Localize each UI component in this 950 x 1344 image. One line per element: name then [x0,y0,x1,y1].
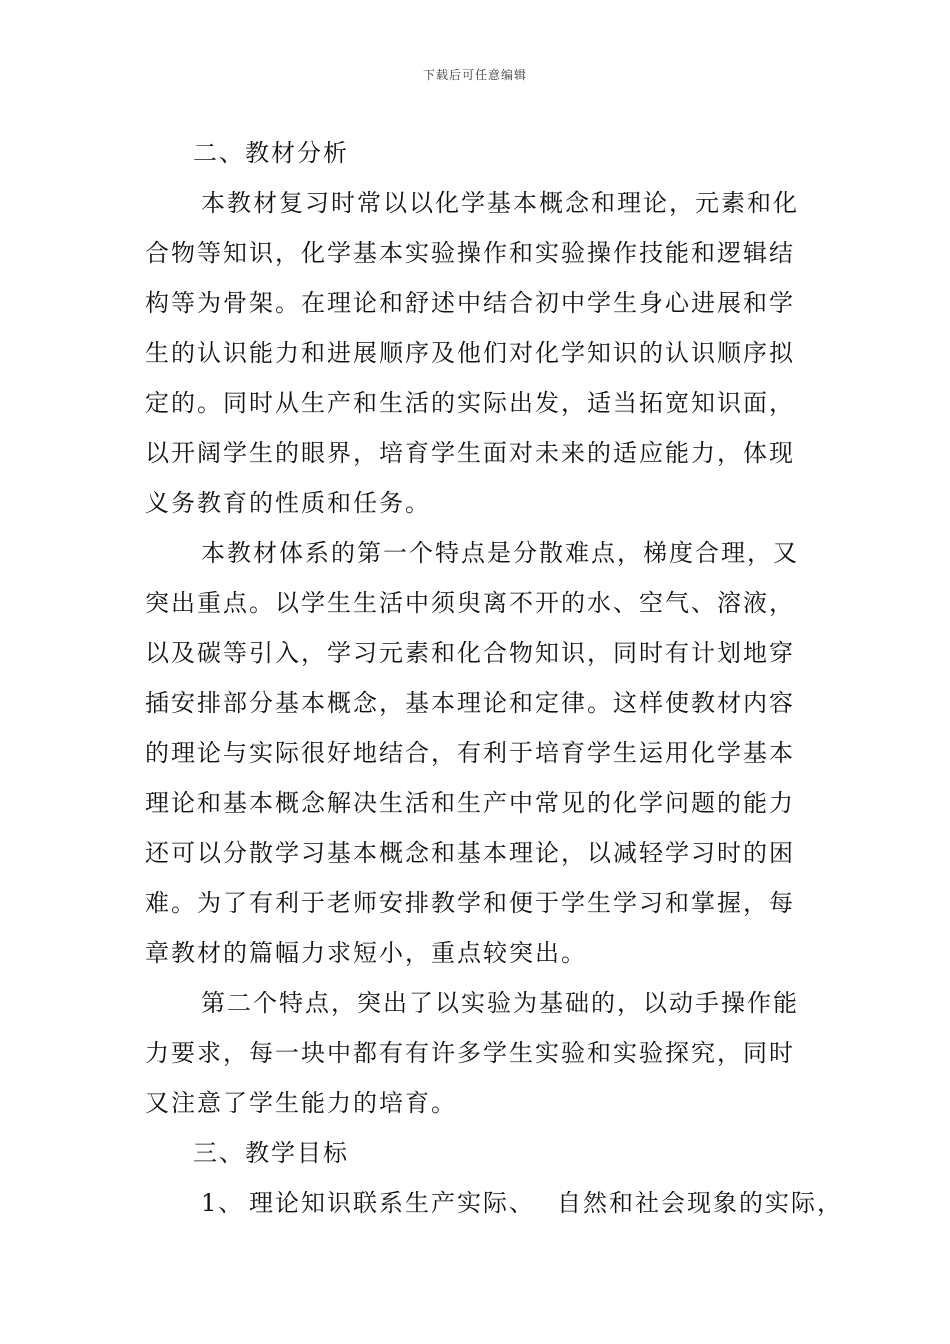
document-body [145,128,843,1228]
paragraph-line: 第二个特点，突出了以实验为基础的，以动手操作能 [201,989,799,1017]
list-item-number: 1、 [201,1189,245,1217]
paragraph-line: 又注意了学生能力的培育。 [145,1089,457,1117]
paragraph-line: 还可以分散学习基本概念和基本理论，以减轻学习时的困 [145,839,795,867]
paragraph-line: 章教材的篇幅力求短小，重点较突出。 [145,939,587,967]
paragraph-line: 理论和基本概念解决生活和生产中常见的化学问题的能力 [145,789,795,817]
paragraph-line: 以及碳等引入，学习元素和化合物知识，同时有计划地穿 [145,639,795,667]
page-header-note: 下载后可任意编辑 [422,68,527,82]
paragraph-line: 难。为了有利于老师安排教学和便于学生学习和掌握，每 [145,889,795,917]
paragraph-1 [145,178,817,528]
paragraph-line: 的理论与实际很好地结合，有利于培育学生运用化学基本 [145,739,795,767]
paragraph-line: 构等为骨架。在理论和舒述中结合初中学生身心进展和学 [145,289,795,317]
paragraph-3 [145,978,817,1128]
paragraph-line: 以开阔学生的眼界，培育学生面对未来的适应能力，体现 [145,439,795,467]
section-heading-teaching-goals: 三、教学目标 [193,1139,349,1167]
paragraph-line: 义务教育的性质和任务。 [145,489,431,517]
paragraph-line: 定的。同时从生产和生活的实际出发，适当拓宽知识面， [145,389,795,417]
paragraph-line: 合物等知识，化学基本实验操作和实验操作技能和逻辑结 [145,239,795,267]
paragraph-line: 本教材体系的第一个特点是分散难点，梯度合理，又 [201,539,799,567]
paragraph-2 [145,528,817,978]
list-item-text-part1: 理论知识联系生产实际、 [249,1189,535,1217]
paragraph-line: 本教材复习时常以以化学基本概念和理论，元素和化 [201,189,799,217]
paragraph-line: 突出重点。以学生生活中须臾离不开的水、空气、溶液， [145,589,795,617]
paragraph-line: 生的认识能力和进展顺序及他们对化学知识的认识顺序拟 [145,339,795,367]
list-item-text-part2: 自然和社会现象的实际， [557,1189,843,1217]
list-item [145,1178,843,1228]
paragraph-line: 插安排部分基本概念，基本理论和定律。这样使教材内容 [145,689,795,717]
paragraph-line: 力要求，每一块中都有有许多学生实验和实验探究，同时 [145,1039,795,1067]
section-heading-materials-analysis: 二、教材分析 [193,139,349,167]
